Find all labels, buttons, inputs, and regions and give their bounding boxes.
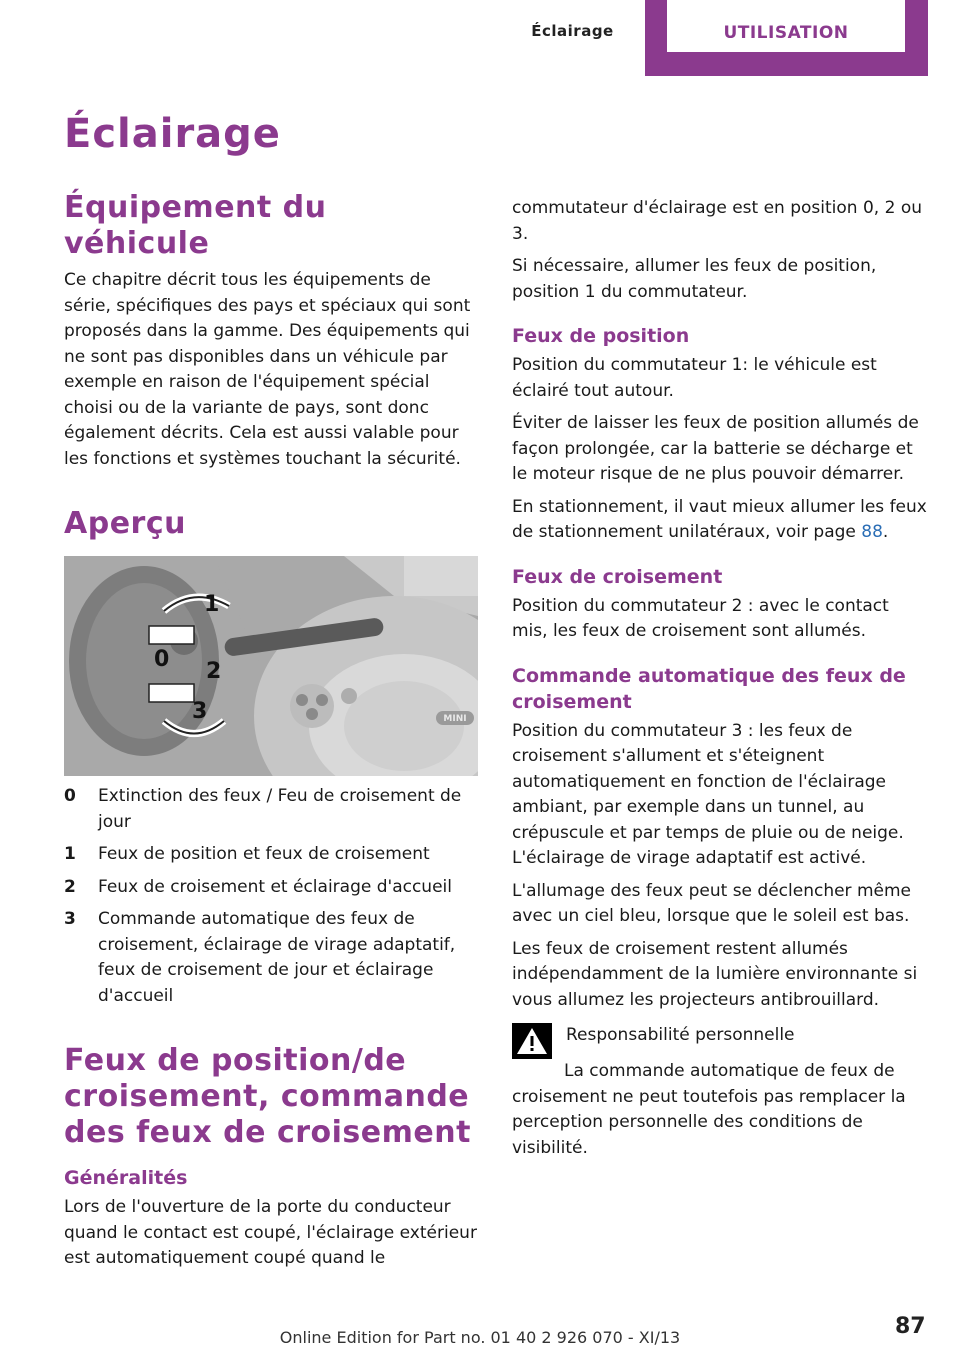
continued-text-2: Si nécessaire, allumer les feux de position, position 1 du commutateur. — [512, 256, 877, 302]
legend-text: Feux de position et feux de croisement — [98, 844, 430, 864]
light-switch-photo — [64, 556, 478, 776]
legend-text: Extinction des feux / Feu de croisement de jour — [98, 786, 462, 832]
auto-low-beam-heading: Commande automatique des feux de croisement — [512, 664, 906, 713]
auto-text-1: Position du commutateur 3 : les feux de croisement s'allument et s'éteignent automatiquement en fonction de l'éclairage ambiant, par exemple dans un tunnel, au crépuscule et par temps de pluie ou de neige. L'éclairage de virage adaptatif est activé. — [512, 720, 904, 868]
equipment-text: Ce chapitre décrit tous les équipements de série, spécifiques des pays et spéciaux qui sont proposés dans la gamme. Des équipements qui ne sont pas disponibles dans un véhicule par exemple en raison de l'équipement spécial choisi ou de la variante de pays, sont donc également décrits. Cela est aussi valable pour les fonctions et systèmes touchant la sécurité. — [64, 270, 471, 469]
legend-number: 3 — [64, 909, 76, 929]
general-heading: Généralités — [64, 1167, 188, 1189]
right-column — [512, 196, 927, 1168]
position-text-3-a: En stationnement, il vaut mieux allumer les feux de stationnement unilatéraux, voir page — [512, 496, 927, 542]
left-column — [64, 108, 478, 1279]
photo-label-0: 0 — [154, 647, 170, 672]
lights-heading: Feux de position/de croisement, commande des feux de croisement — [64, 1043, 471, 1150]
position-text-3 — [512, 495, 927, 546]
photo-label-2: 2 — [206, 659, 222, 684]
equipment-heading: Équipement du véhicule — [64, 190, 327, 261]
legend-number: 0 — [64, 786, 76, 806]
legend-text: Feux de croisement et éclairage d'accueil — [98, 876, 452, 897]
position-text-1: Position du commutateur 1: le véhicule est éclairé tout autour. — [512, 355, 877, 401]
low-beam-heading: Feux de croisement — [512, 565, 723, 588]
position-lights-heading: Feux de position — [512, 325, 690, 347]
page-title: Éclairage — [64, 111, 281, 157]
page-number: 87 — [895, 1314, 926, 1339]
position-text-3-b: . — [882, 522, 889, 542]
warning-icon — [512, 1023, 552, 1059]
position-text-2: Éviter de laisser les feux de position allumés de façon prolongée, car la batterie se décharge et le moteur risque de ne plus pouvoir démarrer. — [512, 413, 919, 484]
legend-item — [64, 784, 478, 835]
chapter-tab — [645, 0, 928, 76]
chapter-tab-label: UTILISATION — [667, 0, 905, 52]
legend-item — [64, 875, 478, 901]
warning-text: La commande automatique de feux de croisement ne peut toutefois pas remplacer la perception personnelle des conditions de visibilité. — [512, 1061, 906, 1158]
general-text: Lors de l'ouverture de la porte du conducteur quand le contact est coupé, l'éclairage extérieur est automatiquement coupé quand le — [64, 1197, 477, 1268]
auto-text-2: L'allumage des feux peut se déclencher même avec un ciel bleu, lorsque que le soleil est bas. — [512, 880, 911, 926]
photo-label-3: 3 — [192, 699, 208, 724]
legend-item — [64, 842, 478, 868]
page-link-88[interactable]: 88 — [861, 522, 883, 542]
overview-legend — [64, 784, 478, 1009]
low-beam-text: Position du commutateur 2 : avec le contact mis, les feux de croisement sont allumés. — [512, 595, 889, 641]
warning-box — [512, 1023, 927, 1059]
running-header-section: Éclairage — [531, 22, 614, 40]
mini-logo-text: MINI — [443, 714, 467, 724]
legend-number: 2 — [64, 876, 76, 897]
legend-number: 1 — [64, 844, 76, 864]
legend-text: Commande automatique des feux de croisement, éclairage de virage adaptatif, feux de croisement de jour et éclairage d'accueil — [98, 909, 456, 1006]
overview-heading: Aperçu — [64, 506, 186, 541]
auto-text-3: Les feux de croisement restent allumés indépendamment de la lumière environnante si vous allumez les projecteurs antibrouillard. — [512, 938, 918, 1010]
warning-title: Responsabilité personnelle — [566, 1025, 795, 1045]
continued-text: commutateur d'éclairage est en position 0, 2 ou 3. — [512, 198, 922, 244]
legend-item — [64, 907, 478, 1009]
photo-label-1: 1 — [204, 592, 220, 617]
edition-footer: Online Edition for Part no. 01 40 2 926 070 - XI/13 — [279, 1328, 681, 1347]
